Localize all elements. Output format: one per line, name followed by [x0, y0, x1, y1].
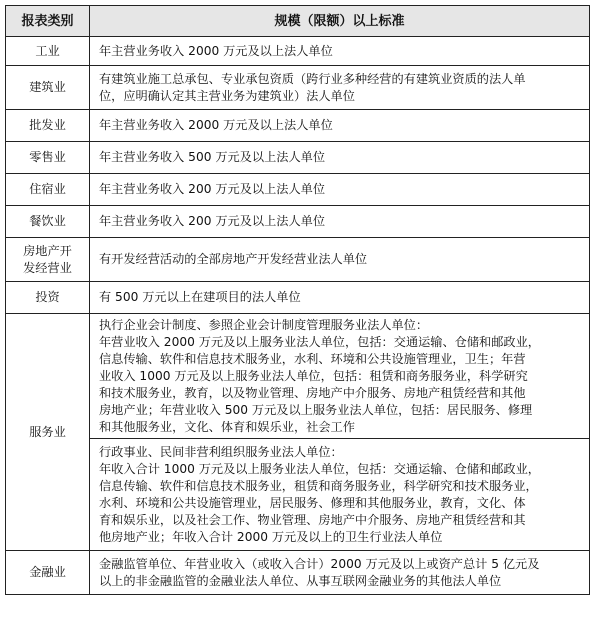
standard-line: 以上的非金融监管的金融业法人单位、从事互联网金融业务的其他法人单位 [99, 573, 502, 588]
row-standard: 有开发经营活动的全部房地产开发经营业法人单位 [90, 238, 590, 282]
row-category: 批发业 [6, 110, 90, 142]
standard-line: 育和娱乐业，以及社会工作、物业管理、房地产中介服务、房地产租赁经营和其 [99, 512, 526, 527]
standard-line: 他房地产业；年收入合计 2000 万元及以上的卫生行业法人单位 [99, 529, 443, 544]
category-line: 发经营业 [23, 260, 72, 275]
standard-line: 水利、环境和公共设施管理业，居民服务、修理和其他服务业，教育，文化、体 [99, 495, 526, 510]
standard-line: 房地产业；年营业收入 500 万元及以上服务业法人单位，包括：居民服务、修理 [99, 402, 533, 417]
row-category: 建筑业 [6, 66, 90, 110]
row-standard: 有 500 万元以上在建项目的法人单位 [90, 282, 590, 314]
standard-line: 金融监管单位、年营业收入（或收入合计）2000 万元及以上或资产总计 5 亿元及 [99, 556, 540, 571]
standard-line: 业收入 1000 万元及以上服务业法人单位，包括：租赁和商务服务业，科学研究 [99, 368, 528, 383]
standard-line: 有建筑业施工总承包、专业承包资质（跨行业多种经营的有建筑业资质的法人单 [99, 71, 526, 86]
table-row-construction [6, 66, 590, 110]
row-standard [90, 314, 590, 439]
standard-line: 和其他服务业，文化、体育和娱乐业，社会工作 [99, 419, 355, 434]
row-standard [90, 551, 590, 595]
row-standard: 年主营业务收入 200 万元及以上法人单位 [90, 206, 590, 238]
table-row-investment [6, 282, 590, 314]
row-category: 餐饮业 [6, 206, 90, 238]
row-standard: 年主营业务收入 200 万元及以上法人单位 [90, 174, 590, 206]
table-header-row [6, 6, 590, 37]
table-row-accommodation [6, 174, 590, 206]
table-row-finance [6, 551, 590, 595]
standard-line: 年收入合计 1000 万元及以上服务业法人单位，包括：交通运输、仓储和邮政业， [99, 461, 540, 476]
standard-line: 执行企业会计制度、参照企业会计制度管理服务业法人单位： [99, 317, 429, 332]
row-category: 服务业 [6, 314, 90, 551]
standard-line: 信息传输、软件和信息技术服务业，水利、环境和公共设施管理业，卫生；年营 [99, 351, 526, 366]
table-row-industry [6, 37, 590, 66]
table-row-retail [6, 142, 590, 174]
table-row-services-enterprise [6, 314, 590, 439]
standard-line: 位，应明确认定其主营业务为建筑业）法人单位 [99, 88, 355, 103]
standard-line: 和技术服务业，教育，以及物业管理、房地产中介服务、房地产租赁经营和其他 [99, 385, 526, 400]
standard-line: 信息传输、软件和信息技术服务业，租赁和商务服务业，科学研究和技术服务业， [99, 478, 538, 493]
row-standard: 年主营业务收入 2000 万元及以上法人单位 [90, 37, 590, 66]
table-row-services-nonprofit [6, 439, 590, 551]
row-category [6, 238, 90, 282]
table-row-real-estate [6, 238, 590, 282]
row-category: 工业 [6, 37, 90, 66]
standard-line: 行政事业、民间非营利组织服务业法人单位： [99, 444, 343, 459]
row-standard: 年主营业务收入 2000 万元及以上法人单位 [90, 110, 590, 142]
row-category: 零售业 [6, 142, 90, 174]
header-standard: 规模（限额）以上标准 [90, 6, 590, 37]
header-category: 报表类别 [6, 6, 90, 37]
row-category: 金融业 [6, 551, 90, 595]
table-row-catering [6, 206, 590, 238]
standard-line: 年营业收入 2000 万元及以上服务业法人单位，包括：交通运输、仓储和邮政业， [99, 334, 540, 349]
row-category: 住宿业 [6, 174, 90, 206]
row-standard [90, 439, 590, 551]
row-category: 投资 [6, 282, 90, 314]
table-row-wholesale [6, 110, 590, 142]
enterprise-scale-standards-table [5, 5, 590, 595]
row-standard [90, 66, 590, 110]
category-line: 房地产开 [23, 243, 72, 258]
row-standard: 年主营业务收入 500 万元及以上法人单位 [90, 142, 590, 174]
